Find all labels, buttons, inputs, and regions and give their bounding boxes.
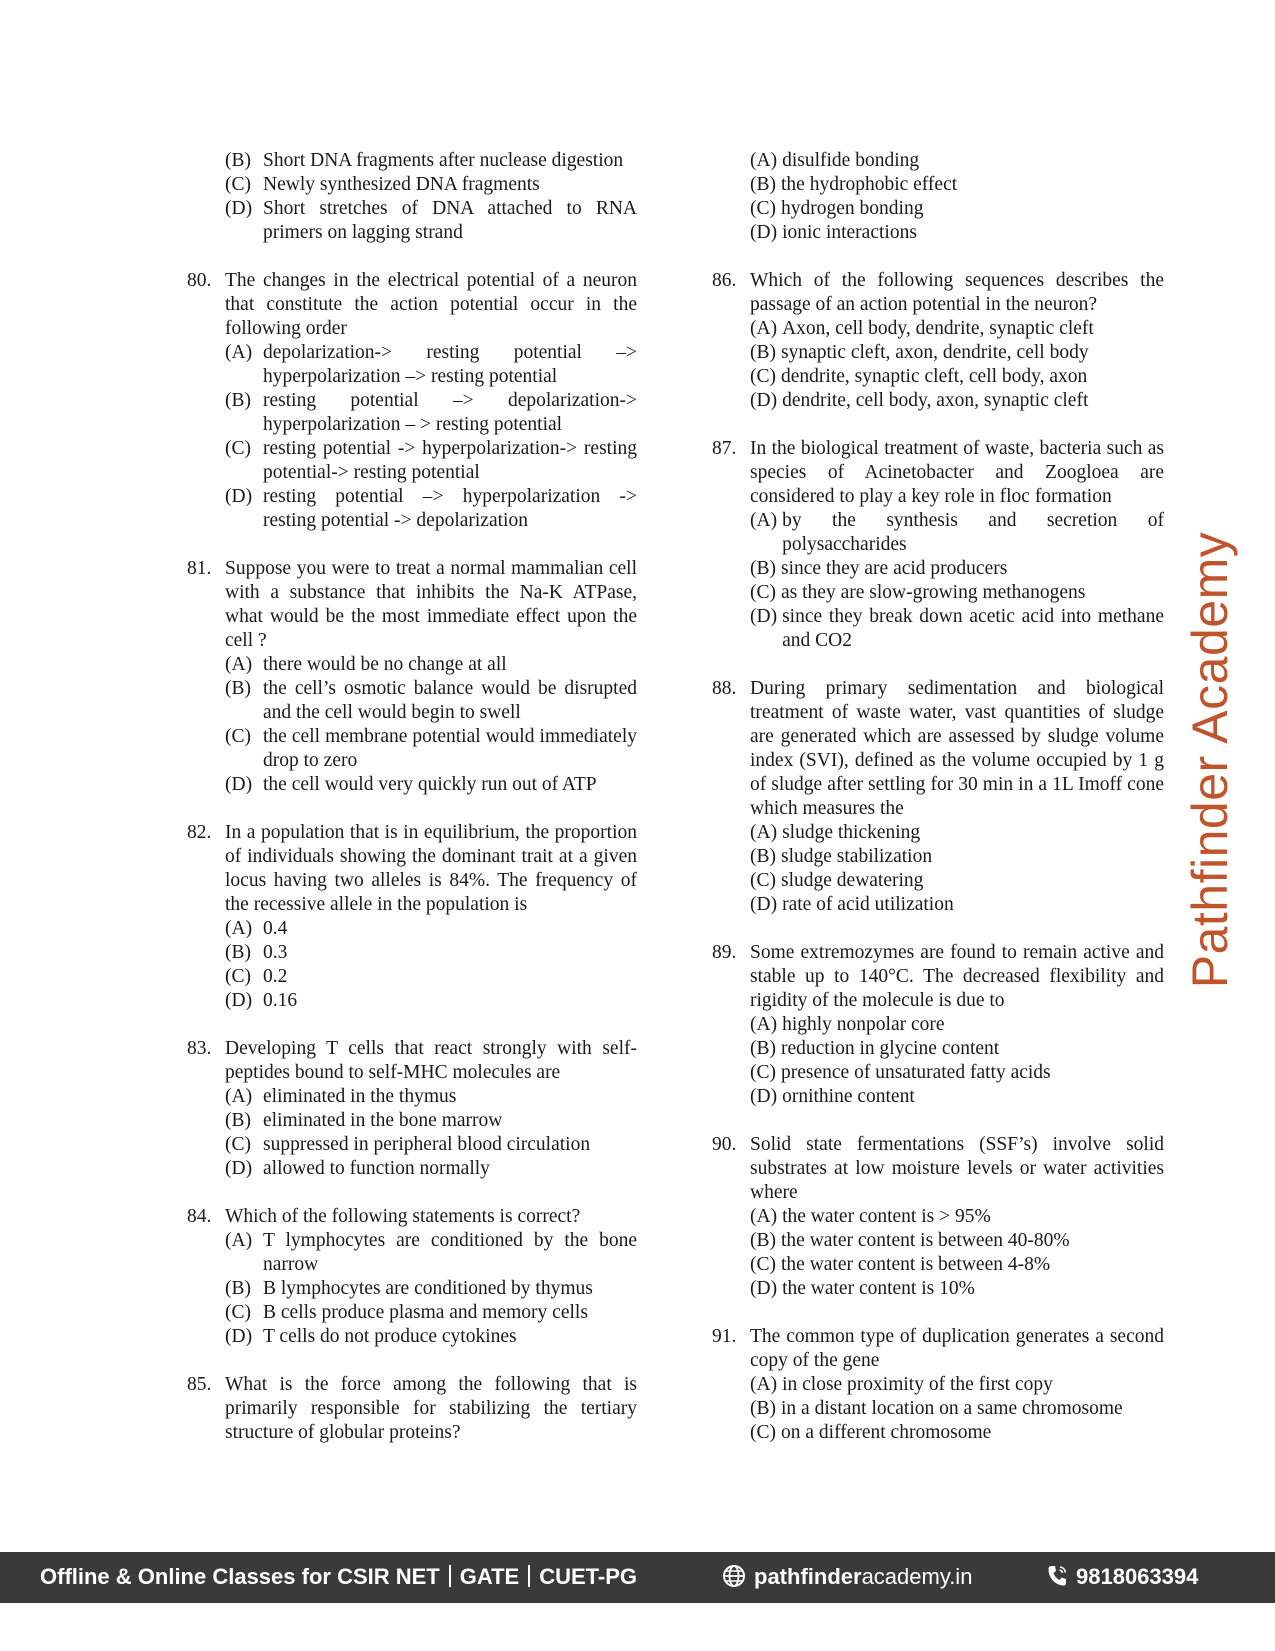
right-column — [712, 149, 1164, 1469]
question-85 — [187, 1373, 637, 1445]
option-text: as they are slow-growing methanogens — [781, 582, 1086, 603]
question-number: 89. — [712, 942, 737, 963]
question-text: In the biological treatment of waste, bacteria such as species of Acinetobacter and Zoogloea are considered to play a key role in floc formation — [750, 438, 1164, 507]
question-88 — [712, 677, 1164, 917]
left-column — [187, 149, 637, 1469]
option — [187, 1133, 637, 1157]
option — [187, 965, 637, 989]
option — [712, 341, 1164, 365]
option — [187, 941, 637, 965]
option-label: (A) — [225, 1230, 253, 1251]
option-label: (C) — [225, 438, 251, 459]
option-text: the water content is > 95% — [782, 1206, 991, 1227]
question-text: Suppose you were to treat a normal mammalian cell with a substance that inhibits the Na-K ATPase, what would be the most immediate effect upon the cell ? — [225, 558, 637, 651]
option-text: B lymphocytes are conditioned by thymus — [263, 1278, 593, 1299]
option — [712, 389, 1164, 413]
option — [187, 1157, 637, 1181]
option-label: (B) — [225, 390, 251, 411]
question-number: 82. — [187, 822, 212, 843]
option-text: eliminated in the bone marrow — [263, 1110, 503, 1131]
option — [712, 1229, 1164, 1253]
continued-question-79 — [187, 149, 637, 245]
option-label: (A) — [750, 822, 778, 843]
question-stem — [187, 269, 637, 341]
divider — [449, 1565, 451, 1587]
option-label: (C) — [750, 870, 776, 891]
option — [712, 1421, 1164, 1445]
option-label: (B) — [750, 1398, 776, 1419]
question-text: What is the force among the following that is primarily responsible for stabilizing the tertiary structure of globular proteins? — [225, 1374, 637, 1443]
option-label: (B) — [225, 942, 251, 963]
option-label: (D) — [225, 990, 253, 1011]
option-label: (B) — [225, 150, 251, 171]
option-label: (C) — [750, 366, 776, 387]
option-text: synaptic cleft, axon, dendrite, cell body — [781, 342, 1089, 363]
option-label: (C) — [225, 1302, 251, 1323]
option-text: reduction in glycine content — [781, 1038, 1000, 1059]
option-text: sludge dewatering — [781, 870, 924, 891]
option-label: (D) — [225, 198, 253, 219]
option — [712, 557, 1164, 581]
question-text: The common type of duplication generates a second copy of the gene — [750, 1326, 1164, 1371]
option-text: Axon, cell body, dendrite, synaptic cleft — [782, 318, 1094, 339]
option-label: (B) — [750, 342, 776, 363]
question-text: Which of the following statements is correct? — [225, 1206, 581, 1227]
option-label: (D) — [225, 1326, 253, 1347]
option-text: Short stretches of DNA attached to RNA primers on lagging strand — [263, 198, 637, 243]
option-text: resting potential –> hyperpolarization -> resting potential -> depolarization — [263, 486, 637, 531]
question-number: 90. — [712, 1134, 737, 1155]
option-text: the cell membrane potential would immediately drop to zero — [263, 726, 637, 771]
footer-courses — [40, 1564, 637, 1590]
option-text: the water content is 10% — [782, 1278, 975, 1299]
option — [187, 653, 637, 677]
option — [187, 773, 637, 797]
option-text: disulfide bonding — [782, 150, 920, 171]
question-91 — [712, 1325, 1164, 1445]
option — [712, 1013, 1164, 1037]
option-label: (D) — [225, 774, 253, 795]
option — [712, 1085, 1164, 1109]
question-text: Which of the following sequences describes the passage of an action potential in the neuron? — [750, 270, 1164, 315]
option-text: since they break down acetic acid into methane and CO2 — [782, 606, 1164, 651]
option-text: by the synthesis and secretion of polysaccharides — [782, 510, 1164, 555]
option-label: (C) — [750, 582, 776, 603]
course-cuet: CUET-PG — [539, 1564, 638, 1589]
option — [187, 149, 637, 173]
option — [187, 389, 637, 437]
option — [712, 173, 1164, 197]
option-text: the cell would very quickly run out of ATP — [263, 774, 597, 795]
question-text: Developing T cells that react strongly with self-peptides bound to self-MHC molecules are — [225, 1038, 637, 1083]
option-label: (A) — [225, 918, 253, 939]
option-text: there would be no change at all — [263, 654, 507, 675]
option-label: (A) — [225, 342, 253, 363]
question-90 — [712, 1133, 1164, 1301]
option-text: resting potential –> depolarization-> hyperpolarization – > resting potential — [263, 390, 637, 435]
option — [712, 1373, 1164, 1397]
question-stem — [712, 941, 1164, 1013]
option-text: Newly synthesized DNA fragments — [263, 174, 540, 195]
phone-icon — [1046, 1564, 1076, 1589]
option-text: on a different chromosome — [781, 1422, 992, 1443]
option-text: the cell’s osmotic balance would be disrupted and the cell would begin to swell — [263, 678, 637, 723]
option-label: (B) — [750, 1038, 776, 1059]
option-text: hydrogen bonding — [781, 198, 924, 219]
question-86 — [712, 269, 1164, 413]
option-text: depolarization-> resting potential –> hyperpolarization –> resting potential — [263, 342, 637, 387]
option-text: the hydrophobic effect — [781, 174, 958, 195]
option — [712, 509, 1164, 557]
option — [712, 1397, 1164, 1421]
question-number: 85. — [187, 1374, 212, 1395]
option-label: (D) — [225, 486, 253, 507]
option — [187, 1109, 637, 1133]
continued-question-85 — [712, 149, 1164, 245]
question-text: During primary sedimentation and biological treatment of waste water, vast quantities of sludge are generated which are assessed by sludge volume index (SVI), defined as the volume occupied by 1 g of sludge after settling for 30 min in a 1L Imoff cone which measures the — [750, 678, 1164, 819]
footer-phone[interactable] — [1046, 1564, 1198, 1590]
question-number: 87. — [712, 438, 737, 459]
option-label: (A) — [750, 318, 778, 339]
option-label: (D) — [750, 222, 778, 243]
question-stem — [187, 557, 637, 653]
option-text: resting potential -> hyperpolarization-> resting potential-> resting potential — [263, 438, 637, 483]
watermark: Pathfinder Academy — [1182, 531, 1238, 989]
option-label: (B) — [225, 1110, 251, 1131]
option-text: ornithine content — [782, 1086, 915, 1107]
option-text: eliminated in the thymus — [263, 1086, 457, 1107]
option — [712, 149, 1164, 173]
option — [187, 725, 637, 773]
question-stem — [187, 821, 637, 917]
option-text: sludge thickening — [782, 822, 921, 843]
option-text: allowed to function normally — [263, 1158, 490, 1179]
option — [187, 341, 637, 389]
option-text: ionic interactions — [782, 222, 917, 243]
question-stem — [712, 437, 1164, 509]
question-text: Some extremozymes are found to remain active and stable up to 140°C. The decreased flexibility and rigidity of the molecule is due to — [750, 942, 1164, 1011]
option-label: (C) — [750, 1254, 776, 1275]
option-text: 0.2 — [263, 966, 288, 987]
option-label: (B) — [750, 558, 776, 579]
option-label: (A) — [750, 510, 778, 531]
option — [712, 821, 1164, 845]
option-text: in close proximity of the first copy — [782, 1374, 1053, 1395]
question-80 — [187, 269, 637, 533]
option-label: (C) — [225, 1134, 251, 1155]
option-text: dendrite, synaptic cleft, cell body, axon — [781, 366, 1088, 387]
option-label: (C) — [225, 174, 251, 195]
option-label: (B) — [225, 678, 251, 699]
option — [187, 677, 637, 725]
option-label: (B) — [750, 174, 776, 195]
option — [712, 365, 1164, 389]
option — [712, 317, 1164, 341]
option-label: (C) — [750, 198, 776, 219]
option-label: (B) — [750, 846, 776, 867]
option-text: B cells produce plasma and memory cells — [263, 1302, 588, 1323]
option — [187, 485, 637, 533]
option — [187, 1277, 637, 1301]
option-text: 0.4 — [263, 918, 288, 939]
option-text: since they are acid producers — [781, 558, 1008, 579]
divider — [528, 1565, 530, 1587]
option-label: (D) — [225, 1158, 253, 1179]
option — [187, 1301, 637, 1325]
option — [712, 605, 1164, 653]
option-text: the water content is between 40-80% — [781, 1230, 1070, 1251]
question-stem — [187, 1205, 637, 1229]
question-text: In a population that is in equilibrium, the proportion of individuals showing the dominant trait at a given locus having two alleles is 84%. The frequency of the recessive allele in the population is — [225, 822, 637, 915]
question-stem — [712, 269, 1164, 317]
option — [187, 1229, 637, 1277]
question-number: 91. — [712, 1326, 737, 1347]
option-label: (A) — [225, 1086, 253, 1107]
option-label: (A) — [750, 150, 778, 171]
question-number: 81. — [187, 558, 212, 579]
option — [187, 437, 637, 485]
question-stem — [712, 1133, 1164, 1205]
option — [712, 197, 1164, 221]
question-number: 83. — [187, 1038, 212, 1059]
option-label: (D) — [750, 606, 778, 627]
footer-website[interactable] — [722, 1564, 972, 1590]
question-number: 88. — [712, 678, 737, 699]
option-label: (A) — [225, 654, 253, 675]
option-label: (D) — [750, 1086, 778, 1107]
question-number: 84. — [187, 1206, 212, 1227]
option-label: (C) — [225, 726, 251, 747]
question-number: 86. — [712, 270, 737, 291]
option-text: presence of unsaturated fatty acids — [781, 1062, 1051, 1083]
question-stem — [712, 1325, 1164, 1373]
question-number: 80. — [187, 270, 212, 291]
question-stem — [187, 1037, 637, 1085]
option-text: T cells do not produce cytokines — [263, 1326, 517, 1347]
question-84 — [187, 1205, 637, 1349]
option-text: T lymphocytes are conditioned by the bone narrow — [263, 1230, 637, 1275]
option-label: (A) — [750, 1014, 778, 1035]
website-bold: pathfinder — [754, 1564, 862, 1589]
option-text: Short DNA fragments after nuclease digestion — [263, 150, 624, 171]
option — [712, 221, 1164, 245]
option-label: (C) — [750, 1062, 776, 1083]
option — [187, 917, 637, 941]
option — [712, 893, 1164, 917]
question-83 — [187, 1037, 637, 1181]
option-text: in a distant location on a same chromosome — [781, 1398, 1123, 1419]
option — [712, 1061, 1164, 1085]
question-81 — [187, 557, 637, 797]
option — [712, 1277, 1164, 1301]
globe-icon — [722, 1564, 754, 1589]
option-label: (A) — [750, 1206, 778, 1227]
option-label: (C) — [225, 966, 251, 987]
option-text: 0.3 — [263, 942, 288, 963]
question-text: The changes in the electrical potential of a neuron that constitute the action potential occur in the following order — [225, 270, 637, 339]
option — [187, 1325, 637, 1349]
option — [187, 1085, 637, 1109]
phone-number: 9818063394 — [1076, 1564, 1199, 1589]
question-text: Solid state fermentations (SSF’s) involve solid substrates at low moisture levels or water activities where — [750, 1134, 1164, 1203]
question-87 — [712, 437, 1164, 653]
option-label: (B) — [750, 1230, 776, 1251]
option-text: highly nonpolar core — [782, 1014, 945, 1035]
option — [187, 173, 637, 197]
option-text: dendrite, cell body, axon, synaptic cleft — [782, 390, 1089, 411]
question-stem — [712, 677, 1164, 821]
left-question-list — [187, 269, 637, 1445]
option — [712, 1205, 1164, 1229]
option-label: (D) — [750, 1278, 778, 1299]
question-89 — [712, 941, 1164, 1109]
option-text: suppressed in peripheral blood circulation — [263, 1134, 591, 1155]
option — [712, 869, 1164, 893]
question-stem — [187, 1373, 637, 1445]
option — [187, 989, 637, 1013]
question-82 — [187, 821, 637, 1013]
option-text: the water content is between 4-8% — [781, 1254, 1051, 1275]
option-label: (C) — [750, 1422, 776, 1443]
option-text: 0.16 — [263, 990, 298, 1011]
website-rest: academy.in — [861, 1564, 973, 1589]
option — [712, 845, 1164, 869]
option — [187, 197, 637, 245]
option-label: (D) — [750, 894, 778, 915]
courses-prefix: Offline & Online Classes for CSIR NET — [40, 1564, 440, 1589]
course-gate: GATE — [459, 1564, 520, 1589]
option — [712, 1037, 1164, 1061]
option-text: sludge stabilization — [781, 846, 933, 867]
right-question-list — [712, 269, 1164, 1445]
option — [712, 581, 1164, 605]
footer-bar — [0, 1552, 1275, 1603]
option-label: (D) — [750, 390, 778, 411]
option-text: rate of acid utilization — [782, 894, 954, 915]
option — [712, 1253, 1164, 1277]
option-label: (B) — [225, 1278, 251, 1299]
option-label: (A) — [750, 1374, 778, 1395]
